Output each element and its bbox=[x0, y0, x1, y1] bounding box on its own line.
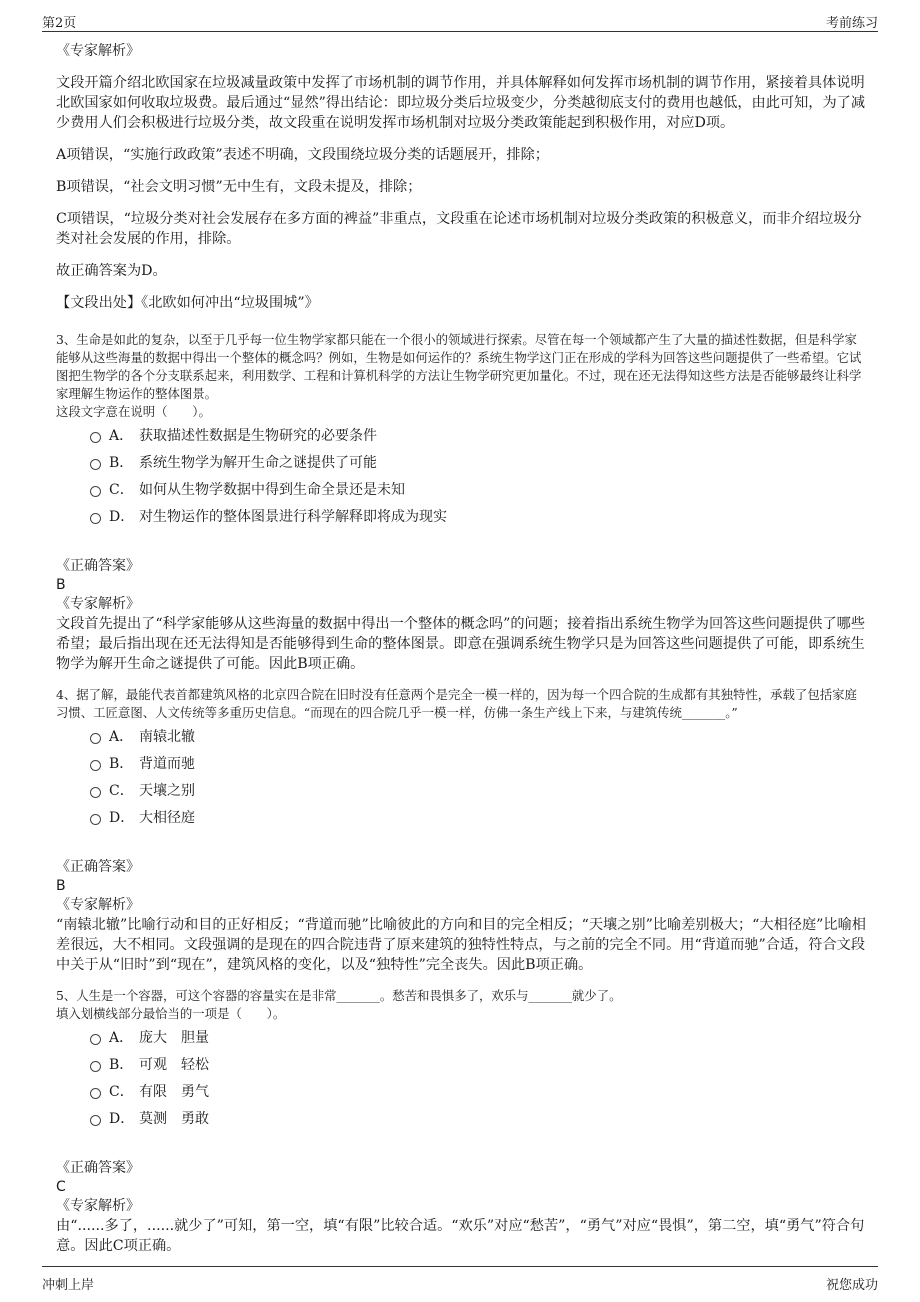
radio-icon[interactable] bbox=[90, 486, 101, 497]
radio-icon[interactable] bbox=[90, 814, 101, 825]
page-content bbox=[56, 42, 868, 1256]
analysis-label: 《专家解析》 bbox=[56, 897, 140, 913]
correct-answer: B bbox=[56, 878, 66, 894]
question-5-stem: 5、人生是一个容器，可这个容器的容量实在是非常_______。愁苦和畏惧多了，欢乐与_______就少了。 bbox=[56, 988, 622, 1003]
header-rule bbox=[42, 31, 878, 32]
question-4-analysis: “南辕北辙”比喻行动和目的正好相反；“背道而驰”比喻彼此的方向和目的完全相反；“天壤之别”比喻差别极大；“大相径庭”比喻相差很远，大不相同。文段强调的是现在的四合院违背了原来建筑的独特性特点，与之前的完全不同。用“背道而驰”合适，符合文段中关于从“旧时”到“现在”，建筑风格的变化，以及“独特性”完全丧失。因此B项正确。 bbox=[56, 917, 866, 973]
analysis-label: 《专家解析》 bbox=[56, 1198, 140, 1214]
page-header bbox=[0, 0, 920, 32]
question-5-options bbox=[90, 1025, 868, 1133]
analysis-label: 《专家解析》 bbox=[56, 43, 140, 59]
answer-label: 《正确答案》 bbox=[56, 558, 140, 574]
source-citation: 【文段出处】《北欧如何冲出“垃圾围城”》 bbox=[56, 295, 319, 311]
radio-icon[interactable] bbox=[90, 1061, 101, 1072]
question-3-stem: 3、生命是如此的复杂，以至于几乎每一位生物学家都只能在一个很小的领域进行探索。尽管在每一个领域都产生了大量的描述性数据，但是科学家能够从这些海量的数据中得出一个整体的概念吗？例如，生物是如何运作的？系统生物学这门正在形成的学科为回答这些问题提供了一些希望。它试图把生物学的各个分支联系起来，利用数学、工程和计算机科学的方法让生物学研究更加量化。不过，现在还无法得知这些方法是否能够最终让科学家理解生物运作的整体图景。 bbox=[56, 332, 862, 401]
question-5-option-a[interactable]: A． 庞大 胆量 bbox=[90, 1025, 868, 1052]
question-3-options bbox=[90, 423, 868, 531]
question-4-option-c[interactable]: C． 天壤之别 bbox=[90, 778, 868, 805]
question-5-prompt: 填入划横线部分最恰当的一项是（ ）。 bbox=[56, 1006, 286, 1021]
analysis-label: 《专家解析》 bbox=[56, 596, 140, 612]
question-5-analysis: 由“......多了，......就少了”可知，第一空，填“有限”比较合适。“欢乐”对应“愁苦”，“勇气”对应“畏惧”，第二空，填“勇气”符合句意。因此C项正确。 bbox=[56, 1218, 865, 1254]
radio-icon[interactable] bbox=[90, 513, 101, 524]
radio-icon[interactable] bbox=[90, 787, 101, 798]
radio-icon[interactable] bbox=[90, 432, 101, 443]
page-footer bbox=[0, 1266, 920, 1302]
analysis-text: 文段开篇介绍北欧国家在垃圾减量政策中发挥了市场机制的调节作用，并具体解释如何发挥市场机制的调节作用，紧接着具体说明北欧国家如何收取垃圾费。最后通过“显然”得出结论：即垃圾分类后垃圾变少，分类越彻底支付的费用也越低，由此可知，为了减少费用人们会积极进行垃圾分类，故文段重在说明发挥市场机制对垃圾分类政策能起到积极作用，对应D项。 bbox=[56, 75, 866, 131]
footer-rule bbox=[42, 1266, 878, 1267]
page-number: 第2页 bbox=[42, 16, 77, 31]
question-4-options bbox=[90, 724, 868, 832]
question-4-option-a[interactable]: A． 南辕北辙 bbox=[90, 724, 868, 751]
analysis-option-c: C项错误，“垃圾分类对社会发展存在多方面的裨益”非重点，文段重在论述市场机制对垃圾分类政策的积极意义，而非介绍垃圾分类对社会发展的作用，排除。 bbox=[56, 211, 862, 247]
analysis-option-a: A项错误，“实施行政政策”表述不明确，文段围绕垃圾分类的话题展开，排除； bbox=[56, 147, 549, 163]
radio-icon[interactable] bbox=[90, 760, 101, 771]
footer-left: 冲刺上岸 bbox=[42, 1278, 95, 1293]
footer-right: 祝您成功 bbox=[825, 1278, 878, 1293]
question-3-option-b[interactable]: B． 系统生物学为解开生命之谜提供了可能 bbox=[90, 450, 868, 477]
radio-icon[interactable] bbox=[90, 1034, 101, 1045]
answer-label: 《正确答案》 bbox=[56, 859, 140, 875]
analysis-conclusion: 故正确答案为D。 bbox=[56, 263, 167, 279]
question-4-stem: 4、据了解，最能代表首都建筑风格的北京四合院在旧时没有任意两个是完全一模一样的，因为每一个四合院的生成都有其独特性，承载了包括家庭习惯、工匠意图、人文传统等多重历史信息。“而现在的四合院几乎一模一样，仿佛一条生产线上下来，与建筑传统_______。” bbox=[56, 687, 857, 720]
question-3-prompt: 这段文字意在说明（ ）。 bbox=[56, 404, 211, 419]
question-3-analysis: 文段首先提出了“科学家能够从这些海量的数据中得出一个整体的概念吗”的问题；接着指出系统生物学为回答这些问题提供了哪些希望；最后指出现在还无法得知是否能够得到生命的整体图景。即意在强调系统生物学只是为回答这些问题提供了可能，即系统生物学为解开生命之谜提供了可能。因此B项正确。 bbox=[56, 616, 866, 672]
analysis-option-b: B项错误，“社会文明习惯”无中生有，文段未提及，排除； bbox=[56, 179, 422, 195]
question-3-option-c[interactable]: C． 如何从生物学数据中得到生命全景还是未知 bbox=[90, 477, 868, 504]
question-5-option-c[interactable]: C． 有限 勇气 bbox=[90, 1079, 868, 1106]
radio-icon[interactable] bbox=[90, 459, 101, 470]
correct-answer: B bbox=[56, 577, 66, 593]
question-3-option-a[interactable]: A． 获取描述性数据是生物研究的必要条件 bbox=[90, 423, 868, 450]
correct-answer: C bbox=[56, 1179, 66, 1195]
radio-icon[interactable] bbox=[90, 1115, 101, 1126]
question-3-option-d[interactable]: D． 对生物运作的整体图景进行科学解释即将成为现实 bbox=[90, 504, 868, 531]
question-5-option-b[interactable]: B． 可观 轻松 bbox=[90, 1052, 868, 1079]
question-4-option-d[interactable]: D． 大相径庭 bbox=[90, 805, 868, 832]
radio-icon[interactable] bbox=[90, 733, 101, 744]
question-5-option-d[interactable]: D． 莫测 勇敢 bbox=[90, 1106, 868, 1133]
radio-icon[interactable] bbox=[90, 1088, 101, 1099]
answer-label: 《正确答案》 bbox=[56, 1160, 140, 1176]
question-4-option-b[interactable]: B． 背道而驰 bbox=[90, 751, 868, 778]
header-label: 考前练习 bbox=[825, 16, 878, 31]
